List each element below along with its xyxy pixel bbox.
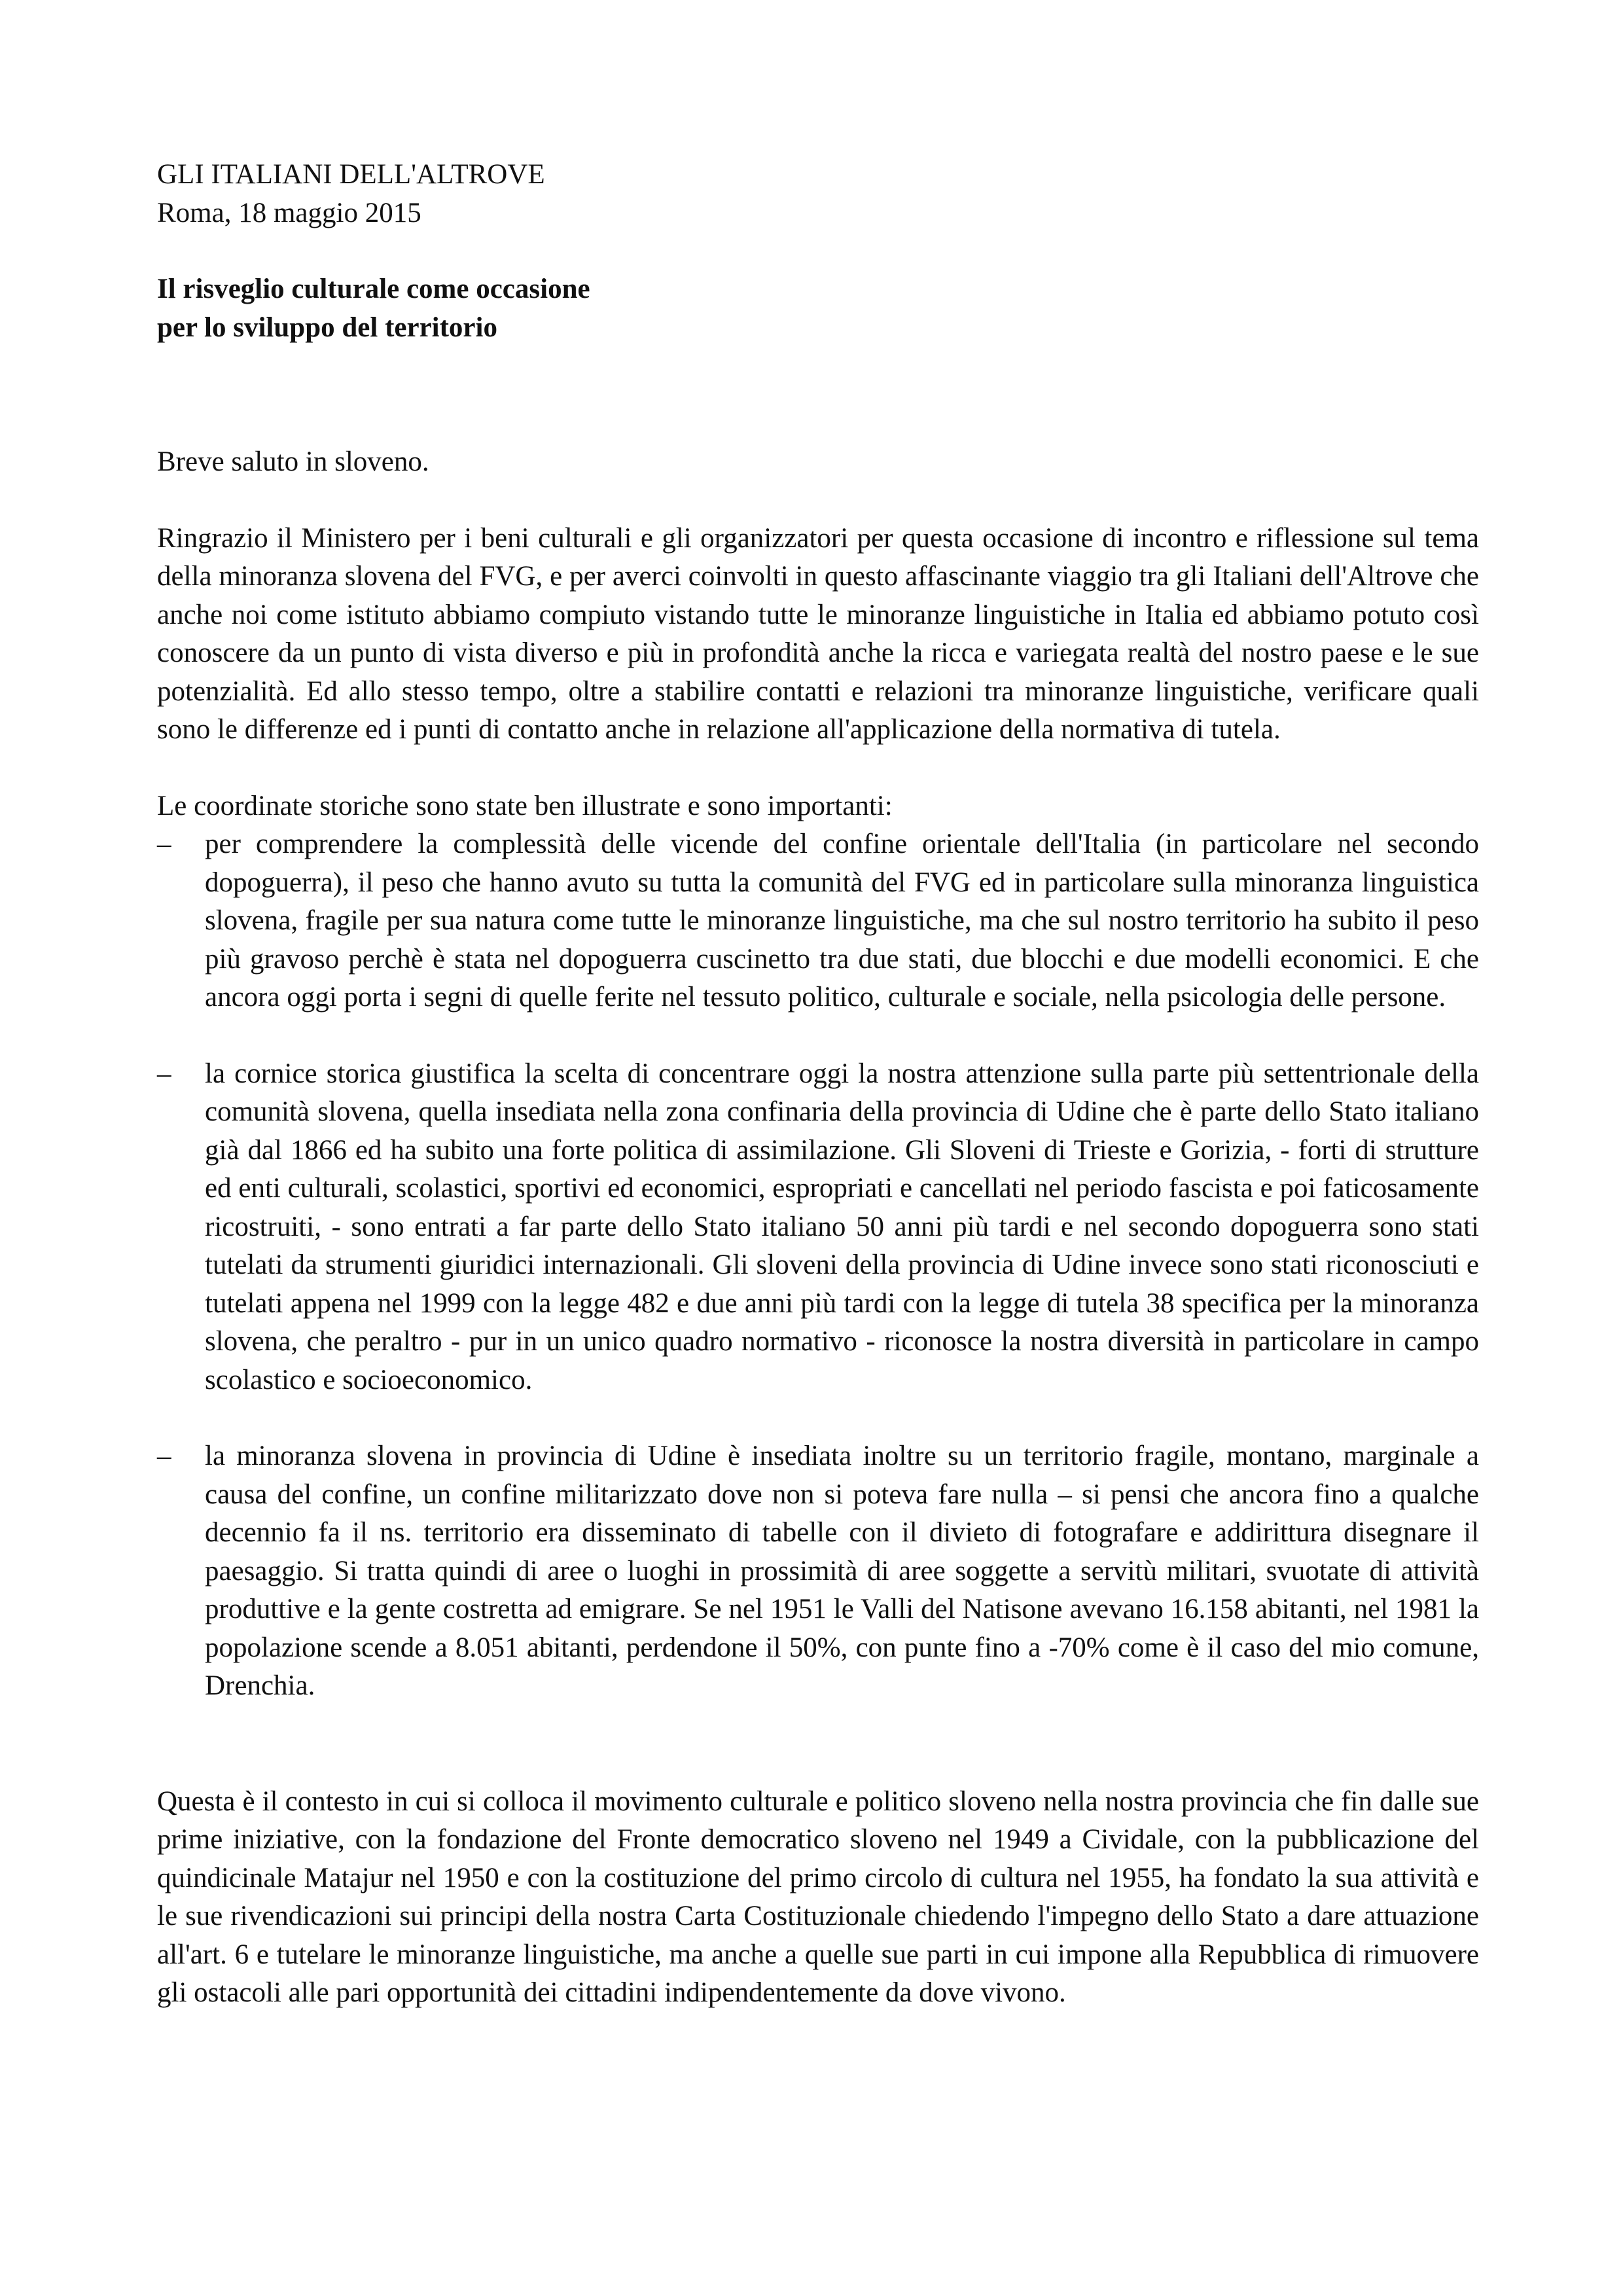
title-line-1: Il risveglio culturale come occasione [157,274,590,304]
list-item [157,825,1479,1017]
event-name: GLI ITALIANI DELL'ALTROVE [157,159,545,190]
document-page [157,156,1479,2013]
list-item-text: la minoranza slovena in provincia di Udine è insediata inoltre su un territorio fragile, montano, marginale a causa del confine, un confine militarizzato dove non si poteva fare nulla – si pensi che ancora fino a qualche decennio fa il ns. territorio era disseminato di tabelle con il divieto di fotografare e addirittura disegnare il paesaggio. Si tratta quindi di aree o luoghi in prossimità di aree soggette a servitù militari, svuotate di attività produttive e la gente costretta ad emigrare. Se nel 1951 le Valli del Natisone avevano 16.158 abitanti, nel 1981 la popolazione scende a 8.051 abitanti, perdendone il 50%, con punte fino a -70% come è il caso del mio comune, Drenchia. [205,1441,1479,1701]
list-item [157,1055,1479,1400]
place-date: Roma, 18 maggio 2015 [157,197,421,228]
dash-marker: – [157,1058,171,1089]
dash-marker: – [157,1441,171,1471]
list-item [157,1437,1479,1706]
paragraph-context: Questa è il contesto in cui si colloca il movimento culturale e politico sloveno nella nostra provincia che fin dalle sue prime iniziative, con la fondazione del Fronte democratico sloveno nel 1949 a Cividale, con la pubblicazione del quindicinale Matajur nel 1950 e con la costituzione del primo circolo di cultura nel 1955, ha fondato la sua attività e le sue rivendicazioni sui principi della nostra Carta Costituzionale chiedendo l'impegno dello Stato a dare attuazione all'art. 6 e tutelare le minoranze linguistiche, ma anche a quelle sue parti in cui impone alla Repubblica di rimuovere gli ostacoli alle pari opportunità dei cittadini indipendentemente da dove vivono. [157,1785,1479,2008]
list-item-text: la cornice storica giustifica la scelta di concentrare oggi la nostra attenzione sulla parte più settentrionale della comunità slovena, quella insediata nella zona confinaria della provincia di Udine che è parte dello Stato italiano già dal 1866 ed ha subito una forte politica di assimilazione. Gli Sloveni di Trieste e Gorizia, - forti di strutture ed enti culturali, scolastici, sportivi ed economici, espropriati e cancellati nel periodo fascista e poi faticosamente ricostruiti, - sono entrati a far parte dello Stato italiano 50 anni più tardi e nel secondo dopoguerra sono stati tutelati da strumenti giuridici internazionali. Gli sloveni della provincia di Udine invece sono stati riconosciuti e tutelati appena nel 1999 con la legge 482 e due anni più tardi con la legge di tutela 38 specifica per la minoranza slovena, che peraltro - pur in un unico quadro normativo - riconosce la nostra diversità in particolare in campo scolastico e socioeconomico. [205,1058,1479,1395]
list-item-text: per comprendere la complessità delle vicende del confine orientale dell'Italia (in particolare nel secondo dopoguerra), il peso che hanno avuto su tutta la comunità del FVG ed in particolare sulla minoranza linguistica slovena, fragile per sua natura come tutte le minoranze linguistiche, ma che sul nostro territorio ha subito il peso più gravoso perchè è stata nel dopoguerra cuscinetto tra due stati, due blocchi e due modelli economici. E che ancora oggi porta i segni di quelle ferite nel tessuto politico, culturale e sociale, nella psicologia delle persone. [205,829,1479,1013]
dash-marker: – [157,829,171,859]
bullet-list [157,825,1479,1706]
greeting: Breve saluto in sloveno. [157,446,429,477]
title-line-2: per lo sviluppo del territorio [157,312,497,343]
bullets-intro: Le coordinate storiche sono state ben illustrate e sono importanti: [157,790,893,821]
document-title [157,270,1479,347]
paragraph-acknowledgements: Ringrazio il Ministero per i beni culturali e gli organizzatori per questa occasione di incontro e riflessione sul tema della minoranza slovena del FVG, e per averci coinvolti in questo affascinante viaggio tra gli Italiani dell'Altrove che anche noi come istituto abbiamo compiuto vistando tutte le minoranze linguistiche in Italia ed abbiamo potuto così conoscere da un punto di vista diverso e più in profondità anche la ricca e variegata realtà del nostro paese e le sue potenzialità. Ed allo stesso tempo, oltre a stabilire contatti e relazioni tra minoranze linguistiche, verificare quali sono le differenze ed i punti di contatto anche in relazione all'applicazione della normativa di tutela. [157,522,1479,745]
